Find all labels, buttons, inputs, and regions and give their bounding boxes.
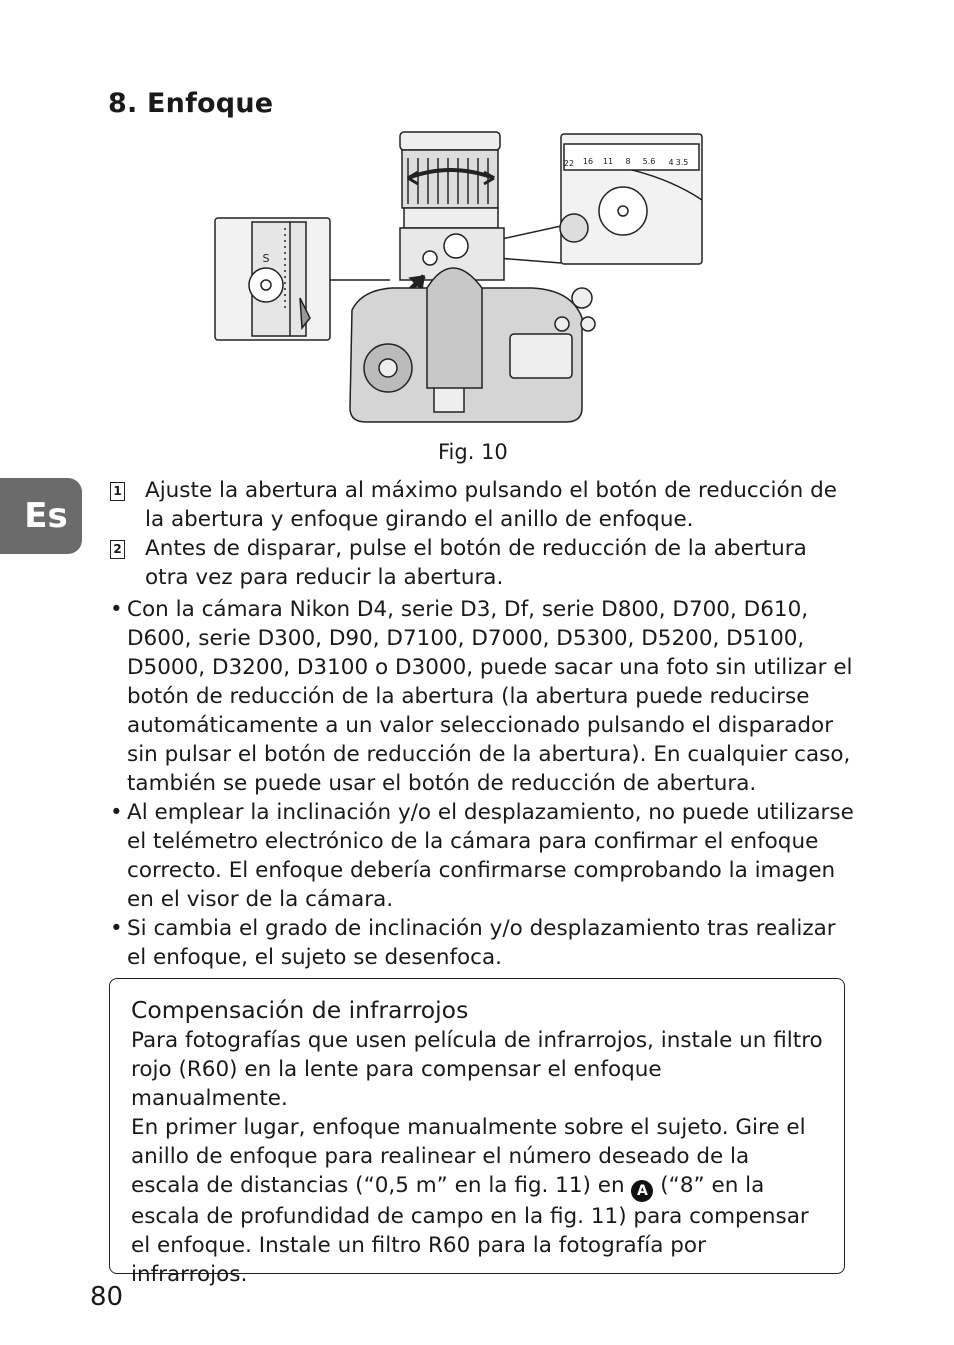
note-paragraph: Para fotografías que usen película de infrarrojos, instale un filtro rojo (R60) en la lente para compensar el enfoque manualmente. — [131, 1028, 823, 1111]
bullet-mark: • — [110, 800, 123, 825]
page-number: 80 — [90, 1282, 124, 1312]
step-item — [110, 534, 850, 592]
scale-label: 11 — [602, 157, 614, 166]
language-tab: Es — [0, 478, 82, 554]
bullet-item — [110, 798, 860, 914]
lens-body — [400, 132, 504, 280]
inset-left-aperture-lock — [215, 218, 330, 340]
scale-label: 5.6 — [642, 157, 656, 166]
step-text: Ajuste la abertura al máximo pulsando el botón de reducción de la abertura y enfoque girando el anillo de enfoque. — [145, 478, 837, 532]
step-list — [110, 476, 850, 592]
bullet-item — [110, 595, 860, 798]
bullet-mark: • — [110, 597, 123, 622]
step-item — [110, 476, 850, 534]
step-number: 1 — [110, 482, 125, 501]
scale-label: 8 — [625, 157, 631, 166]
note-title: Compensación de infrarrojos — [131, 996, 469, 1024]
bullet-item — [110, 914, 860, 972]
section-heading: 8. Enfoque — [108, 88, 274, 119]
note-text: (“8” en la escala de profundidad de campo en la fig. 11) para compensar el enfoque. Instale un filtro R60 para la fotografía por infrarrojos. — [131, 1173, 809, 1287]
scale-label: 22 — [563, 159, 575, 168]
step-text: Antes de disparar, pulse el botón de reducción de la abertura otra vez para reducir la abertura. — [145, 536, 807, 590]
figure-camera-lens-illustration — [212, 128, 706, 433]
bullet-text: Si cambia el grado de inclinación y/o desplazamiento tras realizar el enfoque, el sujeto se desenfoca. — [127, 916, 836, 970]
figure-caption: Fig. 10 — [438, 440, 508, 464]
scale-label: 16 — [582, 157, 594, 166]
bullet-text: Al emplear la inclinación y/o el desplazamiento, no puede utilizarse el telémetro electrónico de la cámara para confirmar el enfoque correcto. El enfoque debería confirmarse comprobando la imagen en el visor de la cámara. — [127, 800, 854, 912]
note-paragraph — [131, 1113, 824, 1289]
bullet-text: Con la cámara Nikon D4, serie D3, Df, serie D800, D700, D610, D600, serie D300, D90, D7100, D7000, D5300, D5200, D5100, D5000, D3200, D3100 o D3000, puede sacar una foto sin utilizar el botón de reducción de la abertura (la abertura puede reducirse automáticamente a un valor seleccionado pulsando el disparador sin pulsar el botón de reducción de la abertura). En cualquier caso, también se puede usar el botón de reducción de abertura. — [127, 597, 853, 796]
camera-body — [350, 268, 595, 422]
marker-a-icon: A — [631, 1180, 653, 1202]
scale-label: 4 — [668, 158, 674, 167]
step-number: 2 — [110, 540, 125, 559]
scale-label: 3.5 — [675, 158, 689, 167]
inset-right-aperture-scale — [560, 134, 702, 264]
lock-label: S — [262, 252, 270, 265]
bullet-mark: • — [110, 916, 123, 941]
bullet-list — [110, 595, 860, 972]
note-text: En primer lugar, enfoque manualmente sobre el sujeto. Gire el anillo de enfoque para realinear el número deseado de la escala de distancias (“0,5 m” en la fig. 11) en — [131, 1115, 806, 1198]
infrared-note-box — [109, 978, 845, 1287]
